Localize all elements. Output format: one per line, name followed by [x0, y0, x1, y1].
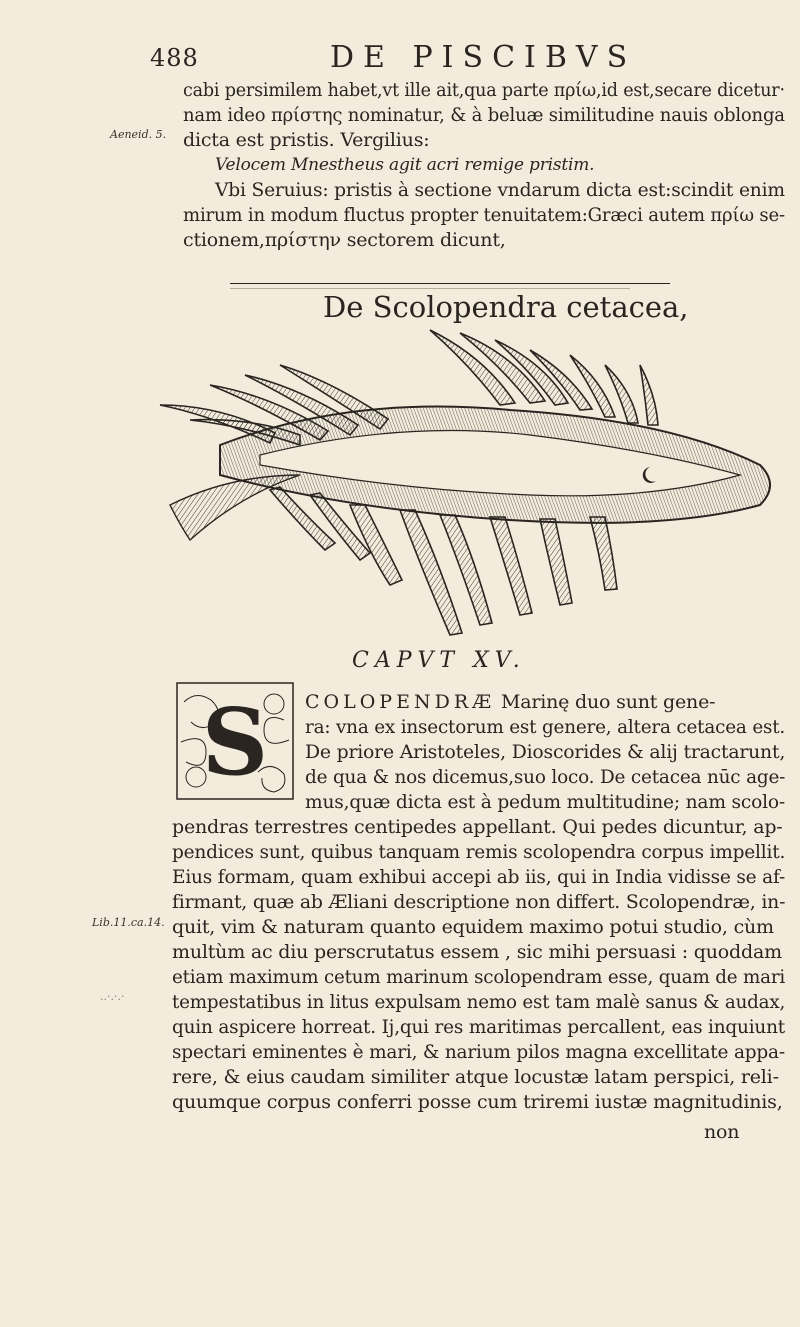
text-line: dicta est pristis. Vergilius: [183, 129, 430, 151]
text-line: cabi persimilem habet,vt ille ait,qua parte πρίω,id est,secare dicetur· [183, 79, 785, 101]
text-line: de qua & nos dicemus,suo loco. De cetacea nūc age- [305, 766, 786, 788]
text-line: multùm ac diu perscrutatus essem , sic mihi persuasi : quoddam [172, 941, 782, 963]
text-line: etiam maximum cetum marinum scolopendram esse, quam de mari [172, 966, 786, 988]
text-line: spectari eminentes è mari, & narium pilos magna excellitate appa- [172, 1041, 785, 1063]
text-line: De priore Aristoteles, Dioscorides & alij tractarunt, [305, 741, 786, 763]
margin-note: Lib.11.ca.14. [92, 916, 165, 929]
section-rule-faint [230, 288, 630, 289]
text-line: pendices sunt, quibus tanquam remis scolopendra corpus impellit. [172, 841, 786, 863]
text-line: ra: vna ex insectorum est genere, altera cetacea est. [305, 716, 786, 738]
text-line-fragment: Marinę duo sunt gene- [501, 691, 716, 713]
text-line: quin aspicere horreat. Ij,qui res maritimas percallent, eas inquiunt [172, 1016, 786, 1038]
text-line: rere, & eius caudam similiter atque locustæ latam perspici, reli- [172, 1066, 779, 1088]
text-line: tempestatibus in litus expulsam nemo est tam malè sanus & audax, [172, 991, 786, 1013]
section-title: De Scolopendra cetacea, [323, 290, 689, 324]
text-line: Vbi Seruius: pristis à sectione vndarum dicta est:scindit enim [215, 179, 785, 201]
chapter-heading: CAPVT XV. [352, 648, 526, 673]
text-line: mus,quæ dicta est à pedum multitudine; nam scolo- [305, 791, 786, 813]
text-line: ctionem,πρίστην sectorem dicunt, [183, 229, 506, 251]
faint-marks: ..·.·.· [100, 990, 125, 1003]
verse-quotation: Velocem Mnestheus agit acri remige pristim. [215, 155, 595, 175]
text-line: pendras terrestres centipedes appellant. Qui pedes dicuntur, ap- [172, 816, 783, 838]
margin-note: Aeneid. 5. [110, 128, 167, 141]
section-rule [230, 283, 670, 284]
text-line: mirum in modum fluctus propter tenuitatem:Græci autem πρίω se- [183, 204, 785, 226]
text-line: quumque corpus conferri posse cum triremi iustæ magnitudinis, [172, 1091, 783, 1113]
body-first-word: COLOPENDRÆ [305, 691, 496, 713]
text-line: quit, vim & naturam quanto equidem maximo potui studio, cùm [172, 916, 774, 938]
page-number: 488 [150, 44, 199, 72]
catchword: non [704, 1121, 740, 1143]
text-line: Eius formam, quam exhibui accepi ab iis, qui in India vidisse se af- [172, 866, 786, 888]
running-title: DE PISCIBVS [330, 40, 637, 75]
scolopendra-woodcut-illustration [150, 325, 790, 645]
text-line [305, 690, 715, 714]
text-line: nam ideo πρίστης nominatur, & à beluæ similitudine nauis oblonga [183, 104, 785, 126]
ornate-initial-s [176, 682, 294, 800]
initial-letter: S [201, 688, 269, 796]
text-line: firmant, quæ ab Æliani descriptione non differt. Scolopendræ, in- [172, 891, 786, 913]
